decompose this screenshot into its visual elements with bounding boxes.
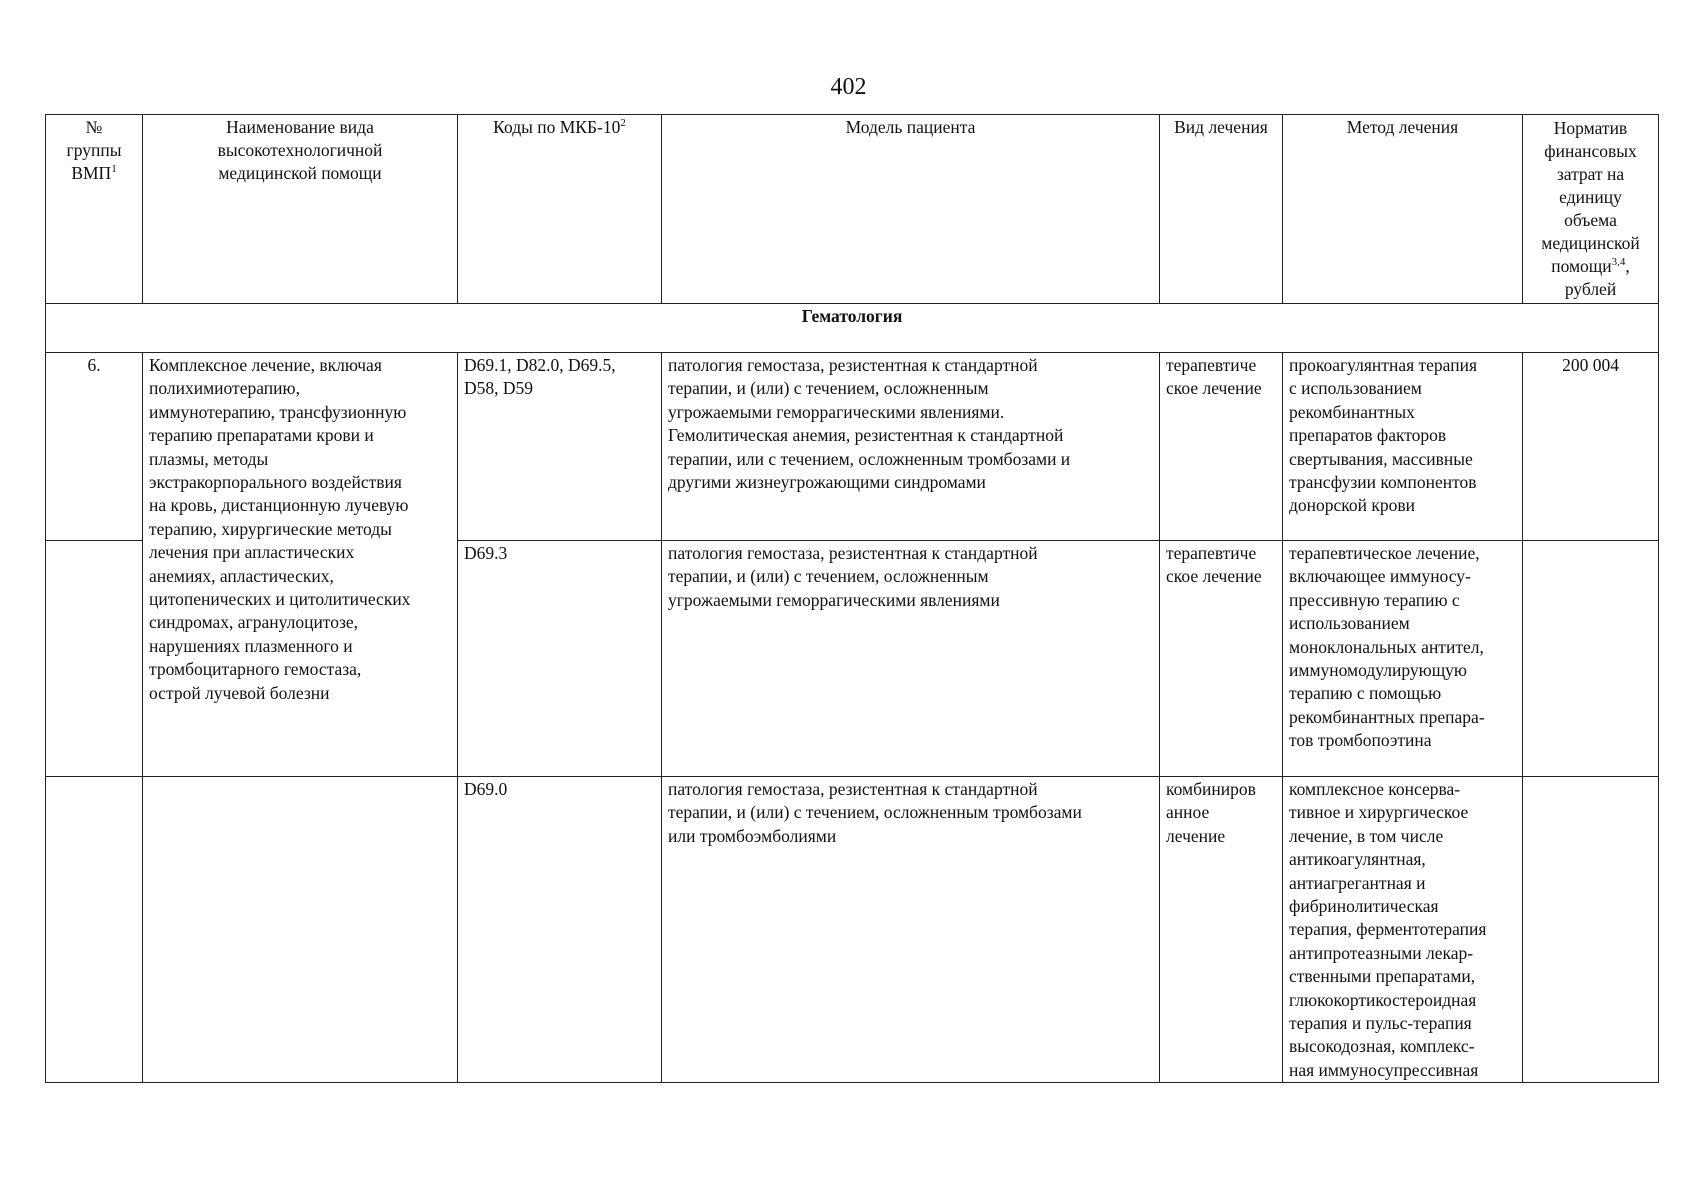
cell-cost-norm: [1523, 777, 1659, 1083]
header-treatment-method: Метод лечения: [1283, 115, 1523, 304]
header-patient-model: Модель пациента: [662, 115, 1160, 304]
section-title: Гематология: [46, 304, 1659, 353]
header-icd-codes: Коды по МКБ-$10^2$: [458, 115, 662, 304]
cell-care-type-name: Комплексное лечение, включая полихимиотерапию, иммунотерапию, трансфузионную терапию препаратами крови и плазмы, методы экстракорпорального воздействия на кровь, дистанционную лучевую терапию, хирургические методы лечения при апластических анемиях, апластических, цитопенических и цитолитических синдромах, агранулоцитозе, нарушениях плазменного и тромбоцитарного гемостаза, острой лучевой болезни: [143, 353, 458, 777]
vmp-table: [45, 114, 1659, 1083]
page-number: 402: [830, 74, 867, 100]
cell-treatment-kind: комбиниров анное лечение: [1160, 777, 1283, 1083]
section-row: [46, 304, 1659, 353]
table-row: [46, 353, 1659, 541]
cell-icd-codes: D69.1, D82.0, D69.5, D58, D59: [458, 353, 662, 541]
cell-patient-model: патология гемостаза, резистентная к стандартной терапии, и (или) с течением, осложненным угрожаемыми геморрагическими явлениями. Гемолитическая анемия, резистентная к стандартной терапии, или с течением, осложненным тромбозами и другими жизнеугрожающими синдромами: [662, 353, 1160, 541]
table-row: [46, 777, 1659, 1083]
cell-cost-norm: [1523, 541, 1659, 777]
cell-patient-model: патология гемостаза, резистентная к стандартной терапии, и (или) с течением, осложненным тромбозами или тромбоэмболиями: [662, 777, 1160, 1083]
cell-group-number: [46, 777, 143, 1083]
cell-treatment-kind: терапевтиче ское лечение: [1160, 541, 1283, 777]
cell-patient-model: патология гемостаза, резистентная к стандартной терапии, и (или) с течением, осложненным угрожаемыми геморрагическими явлениями: [662, 541, 1160, 777]
cell-icd-codes: D69.0: [458, 777, 662, 1083]
cell-treatment-kind: терапевтиче ское лечение: [1160, 353, 1283, 541]
cell-treatment-method: прокоагулянтная терапия с использованием рекомбинантных препаратов факторов свертывания, массивные трансфузии компонентов донорской крови: [1283, 353, 1523, 541]
cell-icd-codes: D69.3: [458, 541, 662, 777]
header-care-type-name: Наименование вида высокотехнологичной медицинской помощи: [143, 115, 458, 304]
cell-cost-norm: 200 004: [1523, 353, 1659, 541]
header-cost-norm: Норматив финансовых затрат на единицу объема медицинской помощи$^{3,4}$, рублей: [1523, 115, 1659, 304]
table-header-row: [46, 115, 1659, 304]
header-group-number: № группы ВМП$^1$: [46, 115, 143, 304]
cell-treatment-method: терапевтическое лечение, включающее иммуносу- прессивную терапию с использованием моноклональных антител, иммуномодулирующую терапию с помощью рекомбинантных препара- тов тромбопоэтина: [1283, 541, 1523, 777]
cell-treatment-method: комплексное консерва- тивное и хирургическое лечение, в том числе антикоагулянтная, антиагрегантная и фибринолитическая терапия, ферментотерапия антипротеазными лекар- ственными препаратами, глюкокортикостероидная терапия и пульс-терапия высокодозная, комплекс- ная иммуносупрессивная: [1283, 777, 1523, 1083]
cell-group-number: 6.: [46, 353, 143, 541]
cell-care-type-name: [143, 777, 458, 1083]
header-treatment-kind: Вид лечения: [1160, 115, 1283, 304]
cell-group-number: [46, 541, 143, 777]
